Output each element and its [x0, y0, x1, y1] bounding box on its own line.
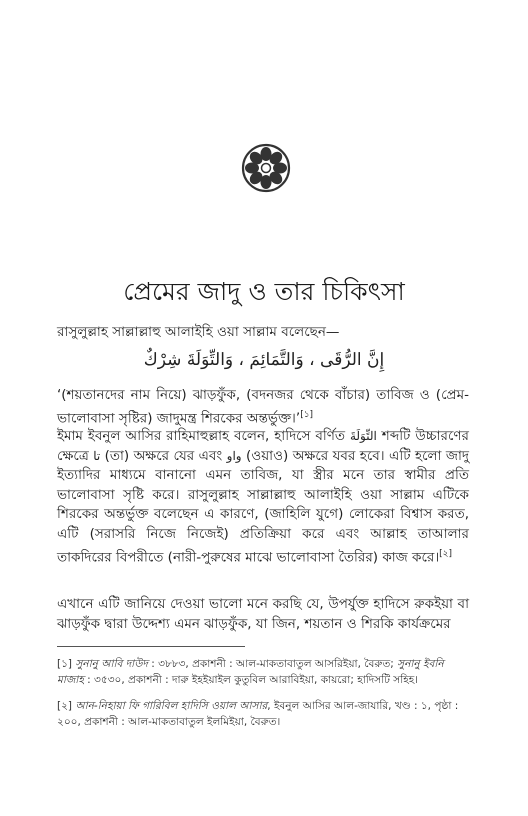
footnote-1-detail-1: : ৩৮৮৩, প্রকাশনী : আল-মাকতাবাতুল আসরিইয়া, বৈরুত; — [147, 658, 398, 670]
explanation-text-2: শব্দটি উচ্চারণের ক্ষেত্রে — [57, 428, 469, 464]
footnote-ref-1: [১] — [300, 409, 314, 420]
flower-rosette-icon — [241, 143, 291, 193]
explanation-text-4: (ওয়াও) অক্ষরে যবর হবে। এটি হলো জাদু ইত্যাদির মাধ্যমে বানানো এমন তাবিজ, যা স্ত্রীর মনে তার স্বামীর প্রতি ভালোবাসা সৃষ্টি করে। রাসুলুল্লাহ সাল্লাল্লাহু আলাইহি ওয়া সাল্লাম এটিকে শিরকের অন্তর্ভুক্ত বলেছেন এ কারণে, (জাহিলি যুগে) লোকেরা বিশ্বাস করত, এটি (সরাসরি নিজে নিজেই) প্রতিক্রিয়া করে এবং আল্লাহ তাআলার তাকদিরের বিপরীতে (নারী-পুরুষের মাঝে ভালোবাসা তৈরির) কাজ করে। — [57, 447, 469, 566]
arabic-word-tiwala: التِّوَلَةَ — [349, 429, 377, 443]
footnote-1-number: [১] — [57, 658, 73, 670]
footnote-2 — [57, 698, 469, 730]
intro-line: রাসুলুল্লাহ সাল্লাল্লাহু আলাইহি ওয়া সাল্লাম বলেছেন— — [57, 324, 340, 340]
footnote-2-source: আন-নিহায়া ফি গারিবিল হাদিসি ওয়াল আসার — [75, 700, 268, 712]
footnote-2-number: [২] — [57, 700, 73, 712]
footnote-1-source-1: সুনানু আবি দাউদ — [75, 658, 148, 670]
arabic-letter-ta: تا — [93, 448, 101, 463]
footnote-ref-2: [২] — [439, 548, 453, 559]
arabic-letter-waw: واو — [226, 448, 242, 463]
ruqya-clarification: এখানে এটি জানিয়ে দেওয়া ভালো মনে করছি যে, উপর্যুক্ত হাদিসে রুকইয়া বা ঝাড়ফুঁক দ্বারা উদ্দেশ্য এমন ঝাড়ফুঁক, যা জিন, শয়তান ও শিরকি কার্যক্রমের — [57, 596, 469, 632]
hadith-translation — [57, 386, 469, 429]
footnote-1-source-2: সুনানু ইবনি মাজাহ — [57, 658, 444, 686]
ibn-athir-explanation — [57, 427, 469, 568]
translation-text: ‘(শয়তানদের নাম নিয়ে) ঝাড়ফুঁক, (বদনজর থেকে বাঁচার) তাবিজ ও (প্রেম-ভালোবাসা সৃষ্টির) জাদুমন্ত্র শিরকের অন্তর্ভুক্ত।’ — [57, 387, 469, 427]
footnote-2-detail: , ইবনুল আসির আল-জাযারি, খণ্ড : ১, পৃষ্ঠা : ২০০, প্রকাশনী : আল-মাকতাবাতুল ইলমিইয়া, বৈরুত। — [57, 700, 459, 728]
arabic-hadith-quote: إِنَّ الرُّقَى ، وَالتَّمَائِمَ ، وَالتِّوَلَةَ شِرْكٌ — [143, 350, 385, 370]
chapter-title: প্রেমের জাদু ও তার চিকিৎসা — [123, 277, 405, 306]
explanation-text-3: (তা) অক্ষরে যের এবং — [100, 447, 227, 464]
footnote-1-detail-2: : ৩৫৩০, প্রকাশনী : দারু ইহইয়াইল কুতুবিল আরাবিইয়া, কায়রো; হাদিসটি সহিহ। — [83, 674, 419, 686]
footnote-divider — [57, 646, 245, 647]
footnote-1 — [57, 656, 469, 688]
explanation-text-1: ইমাম ইবনুল আসির রাহিমাহুল্লাহ বলেন, হাদিসে বর্ণিত — [57, 428, 350, 444]
